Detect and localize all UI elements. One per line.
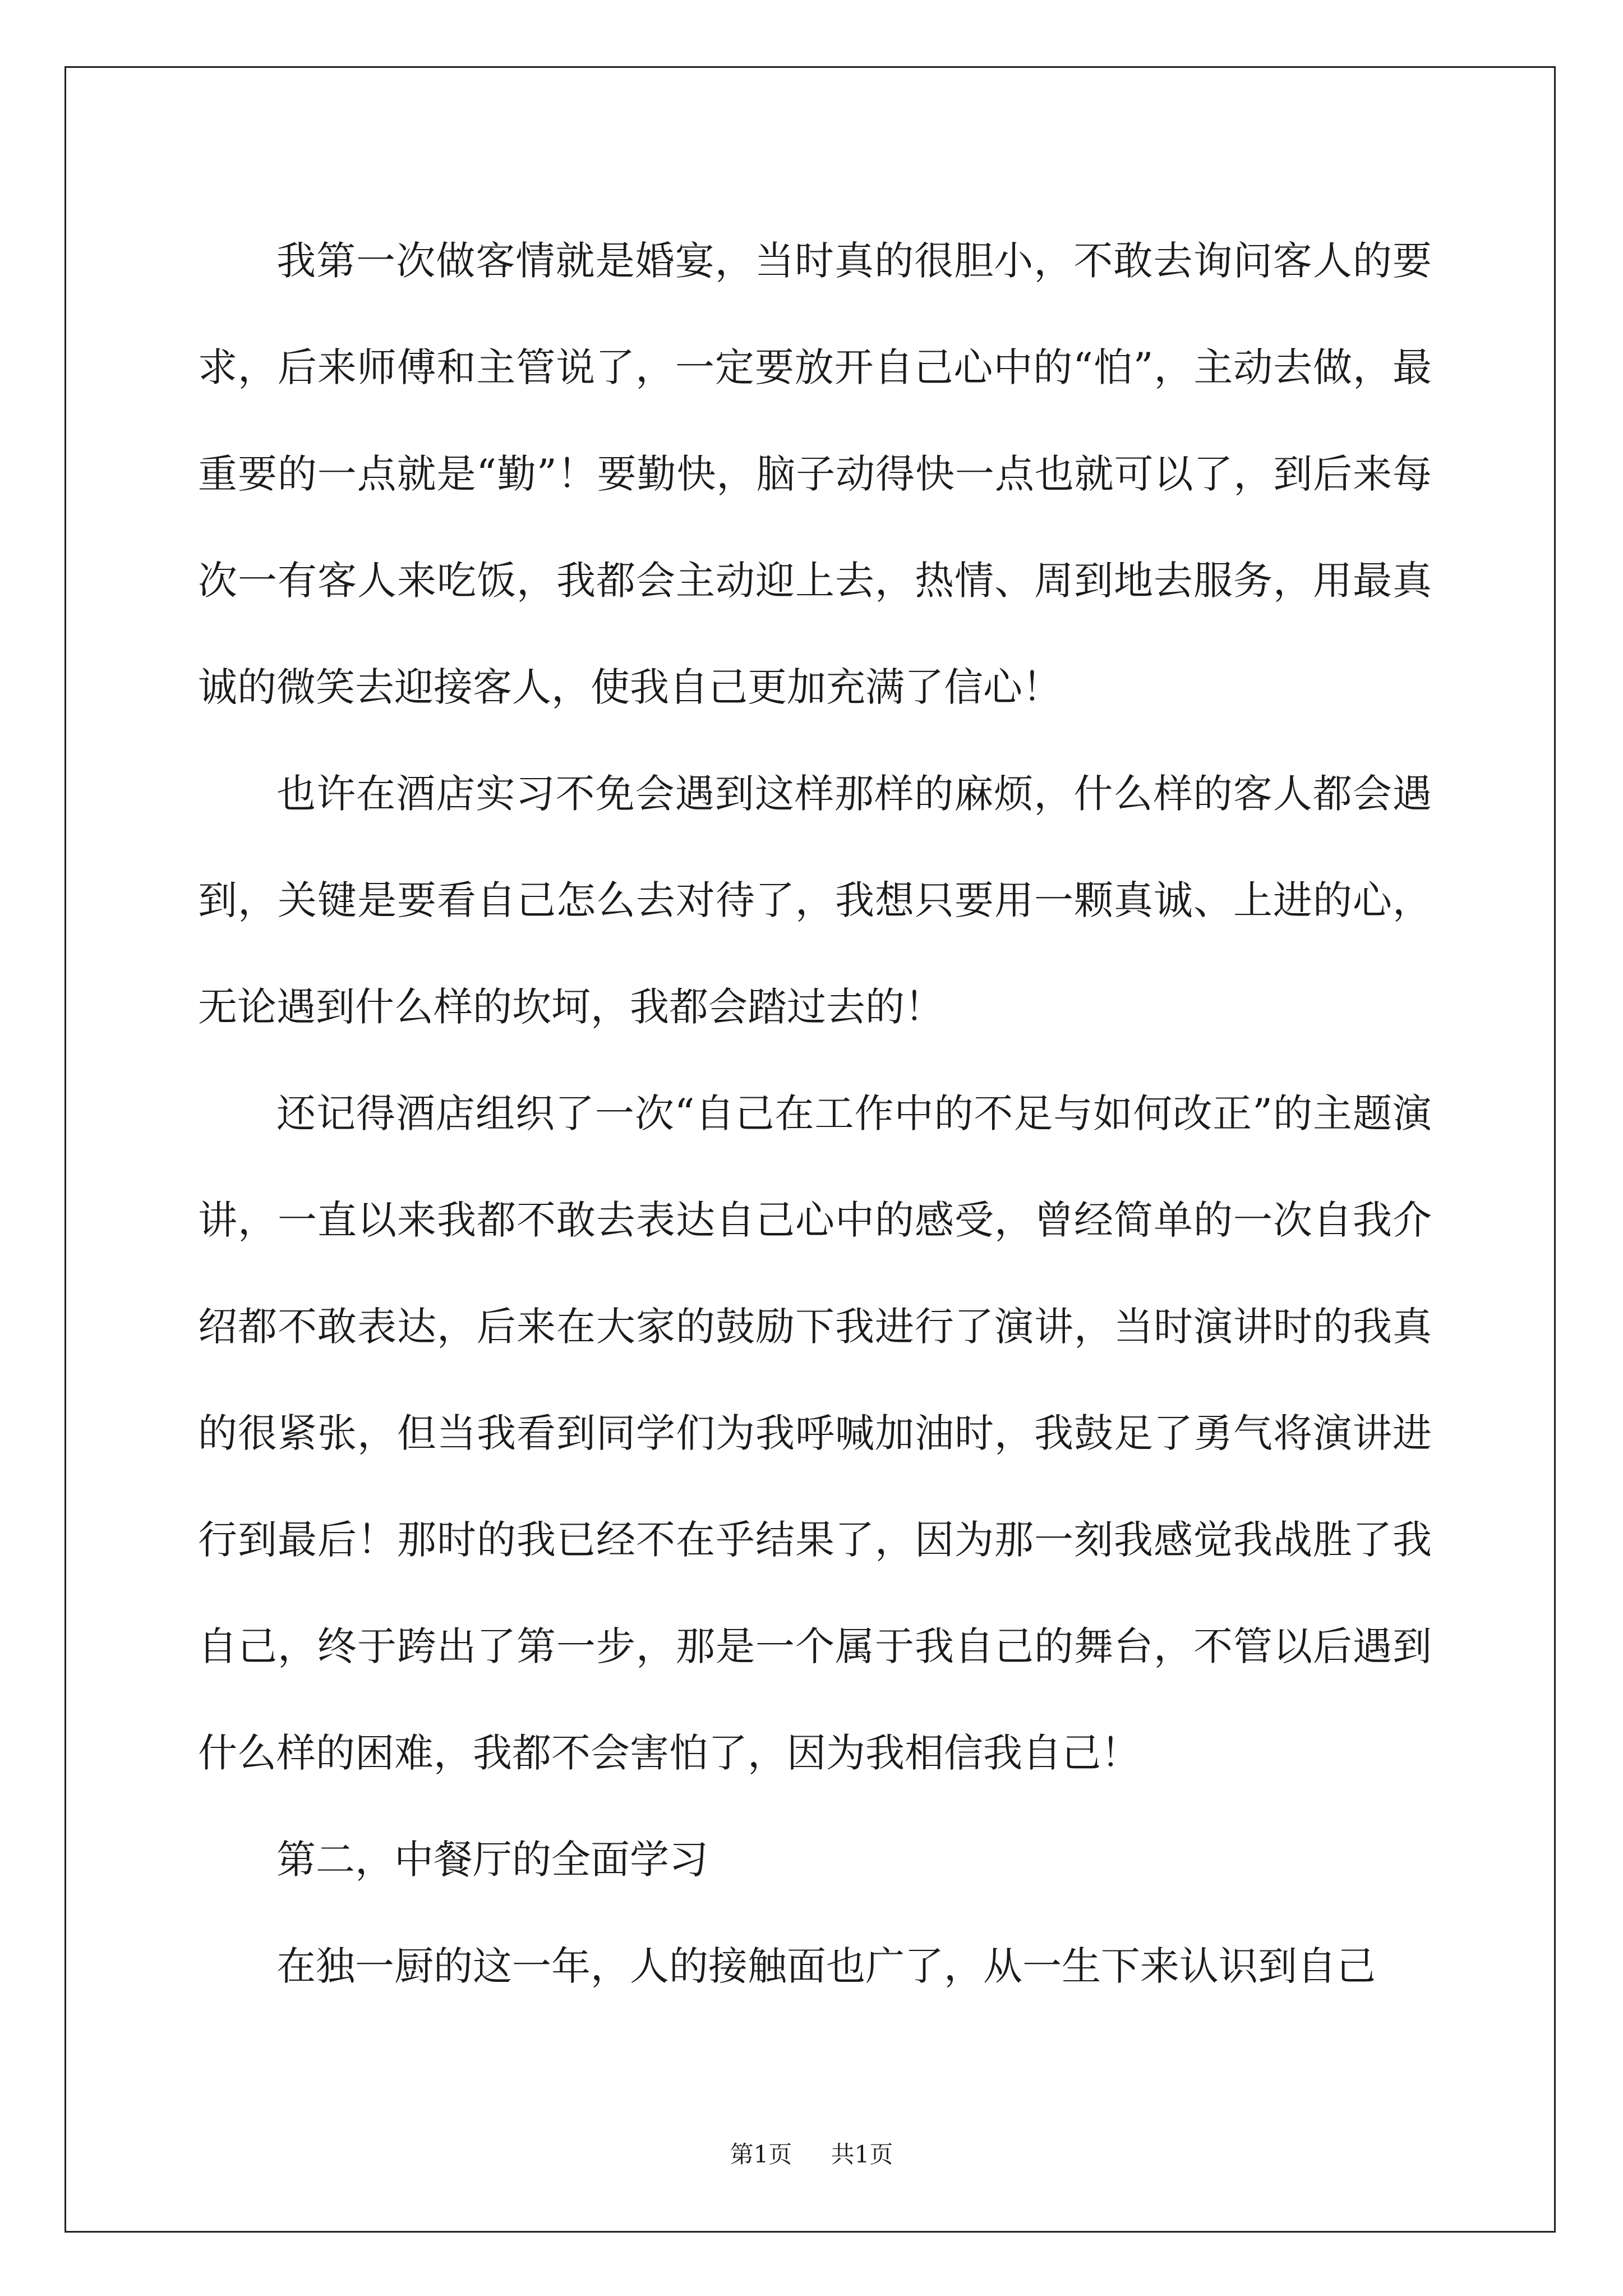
document-body (198, 208, 1432, 2019)
page-number: 第1页 (730, 2141, 792, 2168)
page-footer (0, 2136, 1623, 2170)
paragraph: 还记得酒店组织了一次“自己在工作中的不足与如何改正”的主题演讲，一直以来我都不敢去表达自己心中的感受，曾经简单的一次自我介绍都不敢表达，后来在大家的鼓励下我进行了演讲，当时演讲时的我真的很紧张，但当我看到同学们为我呼喊加油时，我鼓足了勇气将演讲进行到最后！那时的我已经不在乎结果了，因为那一刻我感觉我战胜了我自己，终于跨出了第一步，那是一个属于我自己的舞台，不管以后遇到什么样的困难，我都不会害怕了，因为我相信我自己！ (198, 1091, 1432, 1776)
paragraph: 在独一厨的这一年，人的接触面也广了，从一生下来认识到自己 (276, 1943, 1376, 1989)
page-total: 共1页 (831, 2141, 893, 2168)
paragraph: 我第一次做客情就是婚宴，当时真的很胆小，不敢去询问客人的要求，后来师傅和主管说了，一定要放开自己心中的“怕”，主动去做，最重要的一点就是“勤”！要勤快，脑子动得快一点也就可以了，到后来每次一有客人来吃饭，我都会主动迎上去，热情、周到地去服务，用最真诚的微笑去迎接客人，使我自己更加充满了信心！ (198, 238, 1432, 710)
section-heading: 第二，中餐厅的全面学习 (276, 1837, 708, 1883)
paragraph: 也许在酒店实习不免会遇到这样那样的麻烦，什么样的客人都会遇到，关键是要看自己怎么去对待了，我想只要用一颗真诚、上进的心，无论遇到什么样的坎坷，我都会踏过去的！ (198, 771, 1432, 1030)
